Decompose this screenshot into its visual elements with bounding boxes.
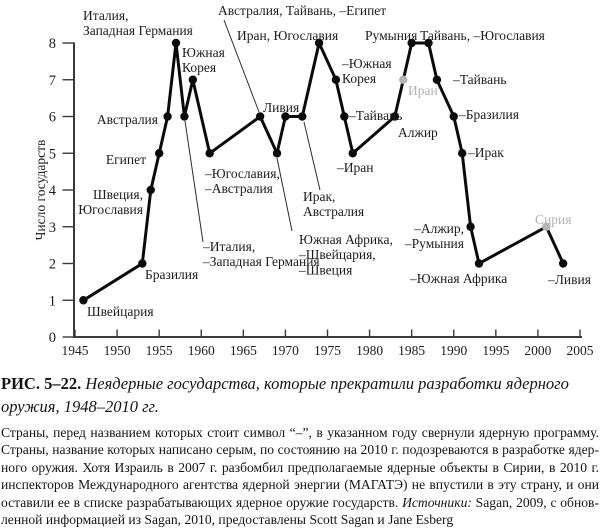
note-line: [1, 511, 599, 528]
y-axis-title: Число государств: [33, 139, 48, 241]
country-annotation: Румыния: [365, 28, 418, 43]
callout-line: [185, 121, 203, 242]
country-annotation: Бразилия: [145, 267, 199, 282]
x-tick-label: 1985: [398, 343, 426, 358]
country-annotation: –Тайвань: [453, 72, 507, 87]
note-line: [1, 459, 599, 476]
x-tick-label: 1975: [314, 343, 341, 358]
callout-line: [304, 122, 320, 190]
data-point: [298, 112, 306, 120]
note-text: инспекторов Международного агентства ядерной энергии (МАГАТЭ) не впустили в эту страну, и они: [1, 477, 599, 493]
note-line: [1, 476, 599, 493]
country-annotation: Южная Африка,: [299, 232, 393, 247]
country-annotation: Швеция,: [93, 187, 143, 202]
country-annotation: –Румыния: [404, 236, 464, 252]
y-tick-label: 2: [48, 256, 56, 273]
country-annotation: Иран: [408, 83, 438, 98]
note-text: ленной информацией из Sagan, 2010, предоставлены Scott Sagan и Jane Esberg: [1, 512, 454, 528]
country-annotation: Югославия: [78, 202, 143, 218]
x-tick-label: 2000: [524, 343, 552, 358]
country-annotation: –Австралия: [205, 181, 273, 197]
data-point: [273, 149, 281, 157]
figure-number: РИС. 5–22.: [1, 374, 82, 393]
data-point: [466, 223, 474, 231]
country-annotation: –Швеция: [299, 262, 353, 278]
x-tick-label: 1980: [356, 343, 384, 358]
x-tick-label: 1990: [440, 343, 468, 358]
country-annotation: –Ливия: [548, 272, 591, 287]
data-point: [147, 186, 155, 194]
x-tick-label: 1970: [271, 343, 299, 358]
y-tick-label: 1: [48, 293, 56, 310]
country-annotation: Южная: [182, 45, 225, 60]
data-point: [450, 112, 458, 120]
x-tick-label: 1950: [103, 343, 131, 358]
country-annotation: Ирак,: [303, 189, 336, 204]
y-tick-label: 8: [48, 36, 56, 52]
country-annotation: Иран, Югославия: [237, 28, 339, 43]
country-annotation: Корея: [342, 71, 377, 87]
data-point-suspected: [399, 76, 407, 84]
country-annotation: –Швейцария,: [299, 247, 376, 263]
y-tick-label: 3: [48, 219, 56, 236]
data-point: [332, 76, 340, 84]
note-line: [1, 441, 599, 458]
country-annotation: Австралия: [303, 204, 365, 220]
y-tick-label: 4: [48, 183, 56, 199]
x-tick-label: 1955: [145, 343, 173, 358]
country-annotation: Австралия: [96, 112, 158, 127]
note-text: Страны, название которых написано серым, по состоянию на 2010 г. подозреваются в разработке ядер-: [1, 442, 599, 458]
country-annotation: Египет: [105, 152, 146, 167]
country-annotation: –Южная Африка: [410, 271, 508, 286]
country-annotation: –Югославия,: [205, 166, 280, 181]
data-point: [475, 259, 483, 267]
data-point: [349, 149, 357, 157]
y-tick-label: 5: [48, 146, 56, 163]
country-annotation: Корея: [182, 60, 217, 76]
country-annotation: Швейцария: [87, 304, 154, 319]
data-point: [172, 39, 180, 47]
data-point: [189, 76, 197, 84]
country-annotation: –Алжир,: [414, 221, 464, 236]
figure-title-part2: оружия, 1948–2010 гг.: [1, 397, 159, 416]
country-annotation: –Иран: [337, 160, 374, 175]
country-annotation: Италия,: [83, 8, 129, 23]
country-annotation: Австралия, Тайвань, –Египет: [218, 3, 387, 18]
country-annotation: –Италия,: [203, 239, 256, 254]
country-annotation: –Тайвань: [349, 108, 403, 123]
figure-note: [1, 424, 599, 528]
x-tick-label: 1945: [61, 343, 89, 358]
x-tick-label: 1995: [482, 343, 510, 358]
note-text: Страны, перед названием которых стоит символ “–”, в указанном году свернули ядерную программу.: [1, 425, 599, 440]
note-text: ного оружия. Хотя Израиль в 2007 г. разбомбил предполагаемые ядерные объекты в Сирии, в 2010 г.: [1, 459, 599, 475]
x-tick-label: 1960: [187, 343, 215, 358]
figure-title-part1: Неядерные государства, которые прекратили разработки ядерного: [85, 374, 569, 393]
y-tick-label: 0: [48, 330, 56, 346]
note-text: оставили ее в списке разрабатывающих ядерное оружие государств.: [1, 494, 403, 510]
country-annotation: Алжир: [398, 125, 438, 140]
country-annotation: Западная Германия: [83, 23, 193, 39]
data-point: [458, 149, 466, 157]
data-point: [559, 259, 567, 267]
note-sources-label: Источники:: [402, 494, 472, 510]
country-annotation: Ливия: [263, 100, 300, 115]
note-line: [1, 424, 599, 441]
country-annotation: –Ирак: [468, 145, 504, 160]
country-annotation: Сирия: [535, 212, 572, 227]
note-text: Sagan, 2009, с обнов-: [471, 494, 599, 510]
note-line: [1, 494, 599, 511]
country-annotation: –Бразилия: [459, 107, 519, 122]
data-point: [340, 112, 348, 120]
country-annotation: –Южная: [342, 56, 392, 71]
x-tick-label: 2005: [566, 343, 594, 358]
data-point: [180, 112, 188, 120]
country-annotation: Тайвань, –Югославия: [420, 28, 545, 43]
data-point: [163, 112, 171, 120]
y-tick-label: 6: [48, 109, 56, 126]
data-point: [155, 149, 163, 157]
y-tick-label: 7: [48, 72, 56, 89]
x-tick-label: 1965: [229, 343, 257, 358]
figure-caption-line1: [1, 372, 600, 395]
country-annotation: –Западная Германия: [203, 254, 320, 270]
figure-caption: [1, 372, 600, 418]
data-point: [205, 149, 213, 157]
